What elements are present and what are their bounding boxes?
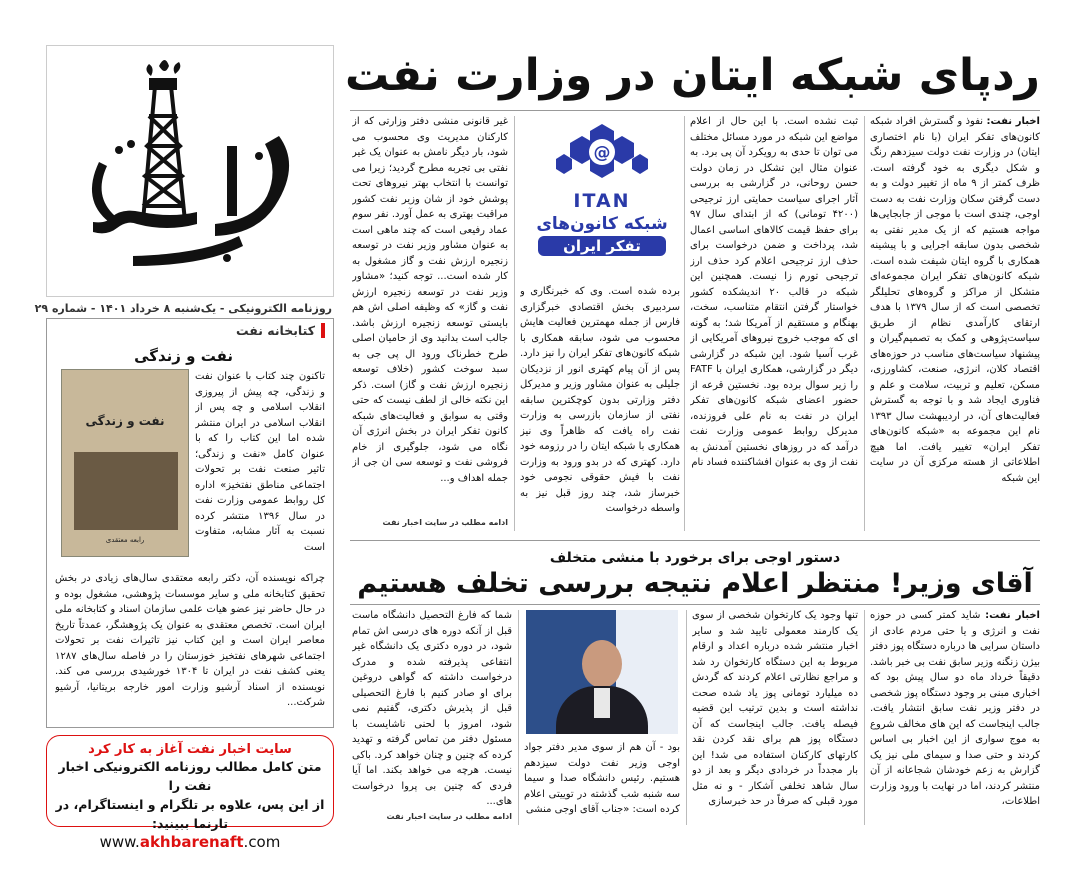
logo-calligraphy <box>92 136 289 266</box>
story2-lead: اخبار نفت: <box>985 610 1040 621</box>
column-rule <box>514 116 515 531</box>
story1-col4 <box>352 114 508 514</box>
story1-col4-text: غیر قانونی منشی دفتر وزارتی که از کارکنان مدیریت وی محسوب می شود، بار دیگر نامش به عنوان یک غیر نفتی بی تجربه مطرح گردید؛ زیرا می توانست با انتخاب بهتر نیروهای تحت پوشش خود از شان وزیر نفت کشور مراقبت بهتری به عمل آورد. نفر سوم عماد رفیعی است که چند ماهی است به عنوان مشاور وزیر نفت در توسعه زنجیره ارزش نفت و گاز مشغول به کار شده است... توجه کنید؛ «مشاور وزیر نفت در توسعه زنجیره ارزش نفت و گاز» که وظیفه اصلی اش هم بایستی توسعه زنجیره ارزش باشد. جالب است بدانید وی از حامیان اصلی طرح خطرناک ورود ال پی جی به سبد سوخت کشور (خلاف توسعه زنجیره ارزش نفت و گاز) است. ذکر این نکته خالی از لطف نیست که حتی وقتی به سوابق و فعالیت‌های شبکه کانون تفکر ایران در بخش انرژی آن نگاه می شود، جلوگیری از خام فروشی نفت و توسعه سی ان جی از جمله اهداف و... <box>352 116 508 484</box>
dateline: روزنامه الکترونیکی - یک‌شنبه ۸ خرداد ۱۴۰۱ - شماره ۲۹ <box>34 302 332 315</box>
story1-col3-text: برده شده است. وی که خبرنگاری و سردبیری بخش اقتصادی خبرگزاری فارس از جمله مهمترین فعالیت هایش محسوب می شود، سابقه همکاری با شبکه کانون‌های تفکر ایران را نیز دارد. پس از آن پیام کهتری انور از نزدیکان جلیلی به عنوان مشاور وزیر و مدیرکل دفتر وزارتی بدون کوچکترین سابقه نفتی از سازمان بازرسی به وزارت نفت راه یافت که ظاهراً وی نیز همکاری با شبکه ایتان را در رزومه خود دارد. کهتری که در بدو ورود به وزارت نفت با فیش حقوقی نجومی خود خبرساز شد، چند روز قبل نیز به واسطه درخواست <box>520 286 680 514</box>
section-label <box>236 323 325 338</box>
book-cover-title: نفت و زندگی <box>85 414 165 428</box>
story2-continued: ادامه مطلب در سایت اخبار نفت <box>386 812 512 821</box>
story1-headline: ردپای شبکه ایتان در وزارت نفت <box>345 50 1040 101</box>
column-rule <box>864 610 865 825</box>
photo-head <box>582 640 622 688</box>
book-cover-image <box>61 369 189 557</box>
book-cover-photo <box>74 452 178 530</box>
story2-col1-text: شاید کمتر کسی در حوزه نفت و انرژی و یا حتی مردم عادی از داستان سرایی ها درباره دستگاه پوز دفتر بیژن زنگنه وزیر سابق نفت بی خبر باشد. دقیقاً خرداد ماه دو سال پیش بود که اخباری مبنی بر وجود دستگاه پوز شخصی در دفتر وزیر نفت سابق انتشار یافت. جالب اینجاست که این های مخالف شروع به موج سواری از این اخبار بی اساس کردند و حتی صدا و سیمای ملی نیز یک گزارش به زعم خودشان شجاعانه از آن منتشر کردند، اما در نهایت با ورود وزارت اطلاعات، <box>870 610 1040 807</box>
oil-derrick-logo <box>47 46 333 296</box>
oil-drop-icon <box>146 60 180 76</box>
column-rule <box>864 116 865 531</box>
story1-col1 <box>870 114 1040 534</box>
book-cover-author: رابعه معتقدی <box>105 536 145 544</box>
itan-fa-line2: تفکر ایران <box>538 236 666 256</box>
story2-headline: آقای وزیر! منتظر اعلام نتیجه بررسی تخلف هستیم <box>357 568 1033 599</box>
story1-continued: ادامه مطلب در سایت اخبار نفت <box>382 518 508 527</box>
column-rule <box>518 610 519 825</box>
story1-col2 <box>690 114 858 534</box>
divider <box>350 110 1040 111</box>
itan-fa-line1: شبکه کانون‌های <box>536 214 668 234</box>
photo-shirt <box>594 688 610 718</box>
story2-col2 <box>692 608 858 828</box>
sidebar-library <box>46 318 334 728</box>
story2-col4 <box>352 608 512 808</box>
story1-col1-text: نفوذ و گسترش افراد شبکه کانون‌های تفکر ایران (با نام اختصاری ایتان) در وزارت نفت دولت سیزدهم رنگ و شکل دیگری به خود گرفته است. ظرف کمتر از ۹ ماه از تغییر دولت و به دست گرفتن سکان وزارت نفت به دست اوجی، چندی است با موجی از جابجایی‌ها مواجه هستیم که از یک مدیر نفتی به شخصی بدون سابقه اجرایی و با پیشینه همکاری با گروه ایتان شیفت شده است. شبکه کانون‌های تفکر ایران مجموعه‌ای متشکل از مراکز و گروه‌های تحلیلگر تخصصی است که از سال ۱۳۷۹ با هدف ارتقای کارآمدی نظام از طریق سیاست‌پژوهی و کمک به تصمیم‌گیران و پیشنهاد سیاست‌های مناسب در حوزه‌های اقتصاد کلان، انرژی، صنعت، کشاورزی، مسکن، تعلیم و تربیت، سلامت و علم و فناوری ایجاد شد و با توجه به گسترش فعالیت‌های آن، در اردیبهشت سال ۱۳۹۳ نام این مجموعه به «شبکه کانون‌های تفکر ایران» تغییر یافت. اما هیچ اطلاعاتی از هسته مرکزی آن در سایت این شبکه <box>870 116 1040 484</box>
story2-col1 <box>870 608 1040 828</box>
promo-line1: متن کامل مطالب روزنامه الکترونیکی اخبار نفت را <box>58 759 322 793</box>
promo-line2: از این پس، علاوه بر تلگرام و اینستاگرام، در تارنما ببینید: <box>55 797 325 831</box>
book-body <box>55 571 325 721</box>
story2-col2-text: تنها وجود یک کارتخوان شخصی از سوی یک کارمند معمولی تایید شد و سایر اخبار منتشر شده درباره اعداد و ارقام مربوط به این دستگاه کارتخوان رد شد و مراجع نظارتی اعلام کردند که گردش ده میلیارد تومانی پوز یاد شده صحت نداشته است و بدین ترتیب این قضیه فیصله یافت. جالب اینجاست که آن دستگاه پوز هم برای نقد کردن نقد کارتهای کارکنان استفاده می شد! این بار مجدداً در خردادی دیگر و بعد از دو سال شاهد تخلفی آشکار - و نه مثل مورد قبلی که صرفاً در حد خبرسازی <box>692 610 858 807</box>
url-prefix: www. <box>99 833 140 851</box>
column-rule <box>686 610 687 825</box>
book-intro-text: تاکنون چند کتاب با عنوان نفت و زندگی، چه پیش از پیروزی انقلاب اسلامی و چه پس از انقلاب اسلامی در ایران منتشر شده اما این کتاب را که با عنوان کامل «نفت و زندگی؛ تاثیر صنعت نفت بر تحولات اجتماعی مناطق نفتخیز» اداره کل روابط عمومی وزارت نفت در سال ۱۳۹۶ منتشر کرده نسبت به آثار مشابه، متفاوت است <box>195 371 325 553</box>
divider <box>350 604 1040 605</box>
story1-col2-text: ثبت نشده است. با این حال از اعلام مواضع این شبکه در مورد مسائل مختلف می توان تا حدی به رویکرد آن پی برد. به عنوان مثال این تشکل در زمان دولت حسن روحانی، در گزارشی به بررسی آثار اجرای سیاست حمایتی ارز ترجیحی (۴۲۰۰ تومانی) که از ابتدای سال ۹۷ برای حفظ قیمت کالاهای اساسی اعمال شد، پرداخت و ضمن درخواست برای حذف ارز ترجیحی اعلام کرد حذف ارز ترجیحی تورم زا نیست. همچنین این شبکه در قالب ۲۰ اندیشکده کشور خواستار گرفتن انتقام متناسب، سخت، بهنگام و مستقیم از آمریکا شد؛ به گونه ای که موجب خروج نیروهای آمریکایی از غرب آسیا شود. این شبکه در گزارشی دیگر در گزارشی، همکاری ایران با FATF را زیر سوال برده بود. نخستین قرعه از حضور اعضای شبکه کانون‌های تفکر ایران در نفت به نام علی فروزنده، مدیرکل روابط عمومی وزارت نفت درآمد که در روزهای نخستین آمدنش به نفت از وی به عنوان افشاکننده فساد نام <box>690 116 858 468</box>
column-rule <box>684 116 685 531</box>
story1-lead: اخبار نفت: <box>986 116 1040 127</box>
url-brand: akhbarenaft <box>139 833 244 851</box>
story2-col3 <box>524 740 680 828</box>
book-body-text: چراکه نویسنده آن، دکتر رابعه معتقدی سال‌های زیادی در بخش تحقیق کتابخانه ملی و سایر موسسات پژوهشی، مشغول بوده و در حال حاضر نیز عضو هیات علمی سازمان اسناد و کتابخانه ملی ایران است. تخصص معتقدی به عنوان یک پژوهشگر، عمدتاً تاریخ معاصر ایران است و این کتاب نیز تاثیرات نفت بر تحولات اجتماعی شهرهای نفتخیز خوزستان را در فاصله سال‌های ۱۲۸۷ یعنی کشف نفت در ایران تا ۱۳۰۴ خورشیدی بررسی می کند. نویسنده از اسناد آرشیو وزارت امور خارجه بریتانیا، آرشیو شرکت... <box>55 573 325 708</box>
website-promo-box <box>46 735 334 851</box>
book-title: نفت و زندگی <box>134 347 233 365</box>
promo-title: سایت اخبار نفت آغاز به کار کرد <box>88 742 292 757</box>
story1-col3 <box>520 284 680 534</box>
book-intro <box>195 369 325 569</box>
promo-url-link[interactable] <box>47 833 333 851</box>
itan-network-icon <box>552 120 652 190</box>
masthead-logo-box <box>46 45 334 297</box>
itan-wordmark: ITAN <box>573 190 631 212</box>
minister-photo <box>526 610 678 734</box>
section-label-text: کتابخانه نفت <box>235 323 315 338</box>
story2-kicker: دستور اوجی برای برخورد با منشی متخلف <box>549 550 841 566</box>
svg-text:@: @ <box>593 143 611 163</box>
story2-col4-text: شما که فارغ التحصیل دانشگاه ماست قبل از آنکه دوره های درسی اش تمام شود، در دوره دکتری یک دانشگاه غیر انتفاعی پذیرفته شده و مدرک درخواست داشته که گواهی دروغین برای او صادر کنیم با فارغ التحصیلی قبل از پذیرش دکتری، گفتیم نمی شود، امروز با لحنی ناشایست با مسئول دفتر من تماس گرفته و تهدید کرده که چنین و چنان خواهد کرد. باکی نیست. هرچه می خواهد بکند. اما آیا فردی که چنین بی پروا درخواست های... <box>352 610 512 807</box>
url-suffix: .com <box>243 833 281 851</box>
story2-col3-text: بود - آن هم از سوی مدیر دفتر جواد اوجی وزیر نفت دولت سیزدهم هستیم. رئیس دانشگاه صدا و سیما سه شنبه شب گذشته در توییتی اعلام کرده است: «جناب آقای اوجی منشی <box>524 742 680 815</box>
divider <box>350 540 1040 541</box>
itan-logo <box>524 116 680 276</box>
derrick-icon <box>143 80 185 221</box>
logo-text: اخبار نفت <box>197 54 234 64</box>
